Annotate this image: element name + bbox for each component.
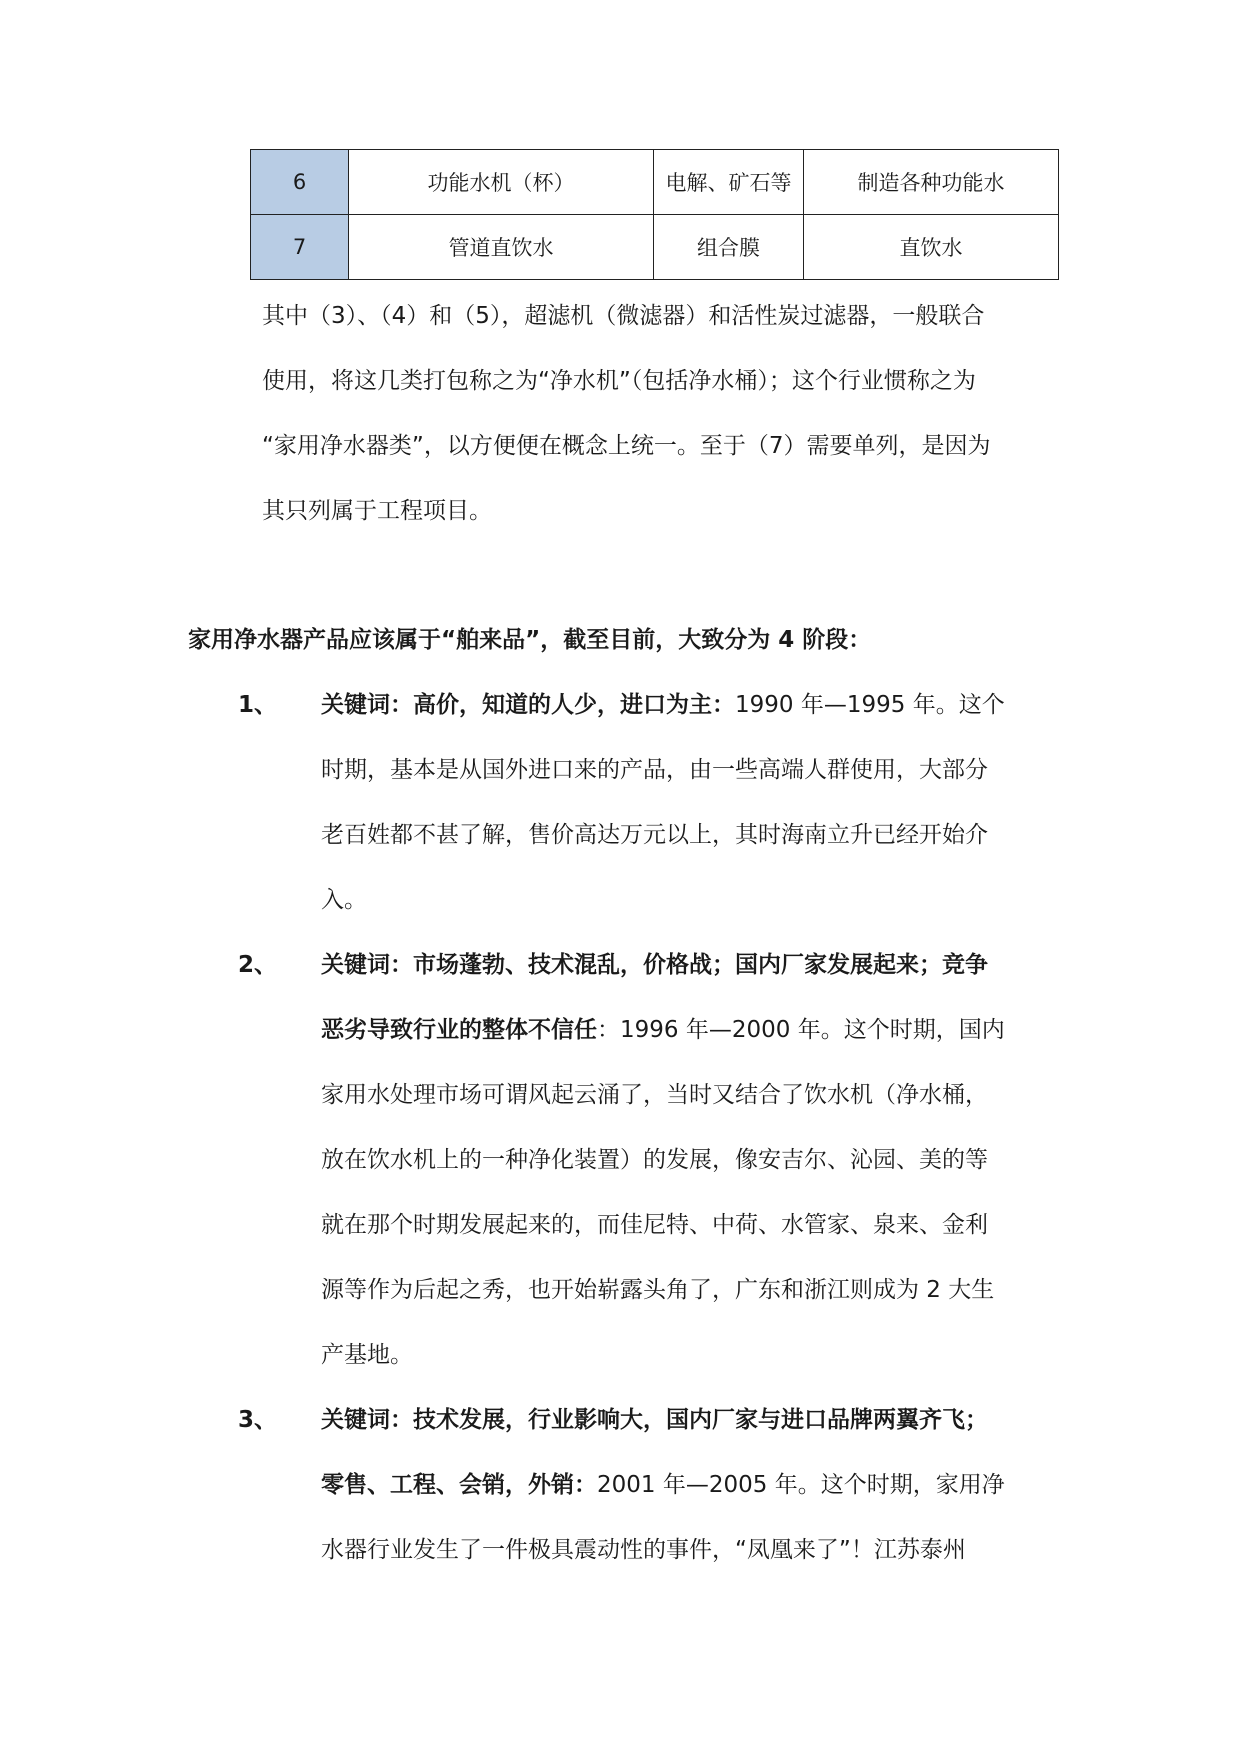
- product-name-cell: 管道直饮水: [349, 215, 654, 280]
- body-text: ：1996 年—2000 年。这个时期，国内: [597, 1017, 1005, 1043]
- paragraph-line: 其只列属于工程项目。: [262, 498, 492, 524]
- keyword-text: 关键词：技术发展，行业影响大，国内厂家与进口品牌两翼齐飞；: [321, 1407, 988, 1433]
- list-line: [321, 690, 1051, 720]
- product-name-cell: 功能水机（杯）: [349, 150, 654, 215]
- body-text: 源等作为后起之秀，也开始崭露头角了，广东和浙江则成为 2 大生: [321, 1277, 995, 1303]
- list-line: [321, 885, 1051, 915]
- body-text: 入。: [321, 887, 367, 913]
- table-row: [251, 215, 1059, 280]
- list-line: [321, 1210, 1051, 1240]
- body-text: 水器行业发生了一件极具震动性的事件，“凤凰来了”！江苏泰州: [321, 1537, 966, 1563]
- table-row: [251, 150, 1059, 215]
- row-number-cell: 6: [251, 150, 349, 215]
- keyword-text: 零售、工程、会销，外销：: [321, 1472, 597, 1498]
- list-line: [321, 1470, 1051, 1500]
- list-line: [321, 1535, 1051, 1565]
- list-line: [321, 1145, 1051, 1175]
- product-table: [250, 149, 1059, 280]
- list-item-number: 2、: [238, 952, 278, 978]
- list-line: [321, 950, 1051, 980]
- body-text: 时期，基本是从国外进口来的产品，由一些高端人群使用，大部分: [321, 757, 988, 783]
- body-text: 放在饮水机上的一种净化装置）的发展，像安吉尔、沁园、美的等: [321, 1147, 988, 1173]
- body-text: 2001 年—2005 年。这个时期，家用净: [597, 1472, 1005, 1498]
- list-item-number: 3、: [238, 1407, 278, 1433]
- list-item-number: 1、: [238, 692, 278, 718]
- list-line: [321, 1340, 1051, 1370]
- keyword-text: 关键词：市场蓬勃、技术混乱，价格战；国内厂家发展起来；竞争: [321, 952, 988, 978]
- row-number-cell: 7: [251, 215, 349, 280]
- paragraph-line: 其中（3）、（4）和（5），超滤机（微滤器）和活性炭过滤器，一般联合: [262, 303, 985, 329]
- list-line: [321, 1405, 1051, 1435]
- body-text: 就在那个时期发展起来的，而佳尼特、中荷、水管家、泉来、金利: [321, 1212, 988, 1238]
- purpose-cell: 直饮水: [804, 215, 1059, 280]
- keyword-text: 恶劣导致行业的整体不信任: [321, 1017, 597, 1043]
- body-text: 家用水处理市场可谓风起云涌了，当时又结合了饮水机（净水桶，: [321, 1082, 988, 1108]
- body-text: 老百姓都不甚了解，售价高达万元以上，其时海南立升已经开始介: [321, 822, 988, 848]
- technology-cell: 组合膜: [654, 215, 804, 280]
- section-heading: 家用净水器产品应该属于“舶来品”，截至目前，大致分为 4 阶段：: [188, 627, 872, 653]
- paragraph-line: “家用净水器类”，以方便便在概念上统一。至于（7）需要单列，是因为: [262, 433, 991, 459]
- body-text: 产基地。: [321, 1342, 413, 1368]
- technology-cell: 电解、矿石等: [654, 150, 804, 215]
- list-line: [321, 1275, 1051, 1305]
- list-line: [321, 755, 1051, 785]
- body-text: 1990 年—1995 年。这个: [735, 692, 1005, 718]
- list-line: [321, 1015, 1051, 1045]
- keyword-text: 关键词：高价，知道的人少，进口为主：: [321, 692, 735, 718]
- list-line: [321, 820, 1051, 850]
- paragraph-line: 使用，将这几类打包称之为“净水机”（包括净水桶）；这个行业惯称之为: [262, 368, 976, 394]
- list-line: [321, 1080, 1051, 1110]
- purpose-cell: 制造各种功能水: [804, 150, 1059, 215]
